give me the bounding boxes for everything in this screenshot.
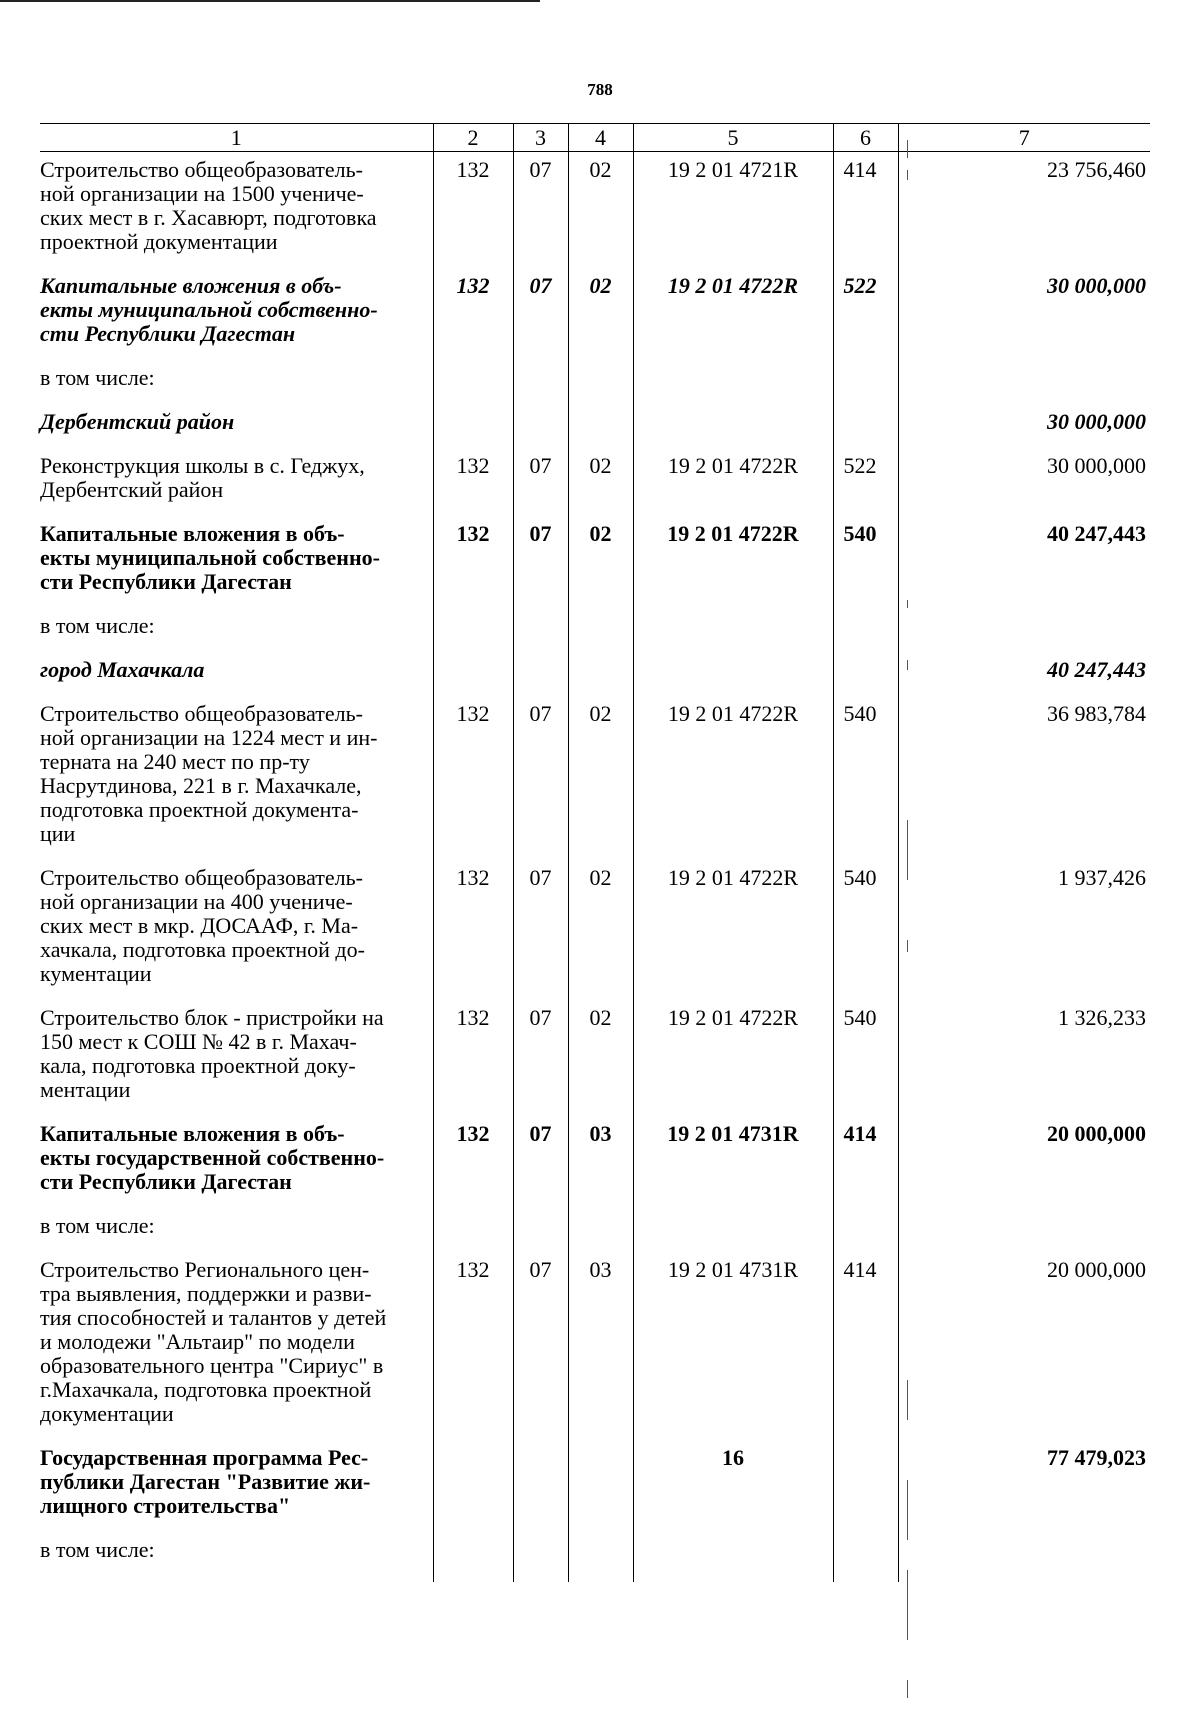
header-row [40,124,1150,152]
table-row [40,860,1150,1000]
cell-name: Строительство блок - пристройки на 150 мест к СОШ № 42 в г. Махач- кала, подготовка проектной доку- ментации [40,1005,384,1102]
cell-col5: 19 2 01 4722R [633,1000,833,1116]
cell-col7: 36 983,784 [898,696,1150,860]
cell-col3 [513,1440,568,1532]
cell-col3 [513,360,568,404]
cell-col7 [898,1208,1150,1252]
table-row [40,448,1150,516]
cell-col4 [568,1440,633,1532]
cell-col4: 02 [568,860,633,1000]
cell-col5: 19 2 01 4731R [633,1116,833,1208]
cell-col3: 07 [513,268,568,360]
header-cell-6: 6 [833,124,898,152]
cell-col2 [433,1532,513,1582]
cell-col3 [513,404,568,448]
cell-col7: 20 000,000 [898,1116,1150,1208]
cell-col4 [568,404,633,448]
cell-col6 [833,404,898,448]
cell-col2 [433,652,513,696]
header-cell-5: 5 [633,124,833,152]
cell-col3: 07 [513,152,568,269]
cell-col5: 19 2 01 4722R [633,268,833,360]
cell-col6: 414 [833,1252,898,1440]
cell-col4 [568,608,633,652]
cell-col6: 414 [833,152,898,269]
budget-table [40,123,1150,1582]
table-row [40,1208,1150,1252]
table-row [40,152,1150,269]
cell-col3: 07 [513,696,568,860]
cell-col3: 07 [513,1116,568,1208]
cell-col6: 540 [833,1000,898,1116]
cell-col5 [633,360,833,404]
cell-col4: 02 [568,268,633,360]
cell-col2 [433,360,513,404]
cell-col6 [833,1208,898,1252]
cell-name: город Махачкала [40,657,205,682]
cell-col3: 07 [513,1252,568,1440]
cell-col3: 07 [513,448,568,516]
cell-col2 [433,608,513,652]
cell-col6: 540 [833,696,898,860]
cell-col5: 16 [633,1440,833,1532]
cell-col6 [833,1532,898,1582]
table-row [40,696,1150,860]
cell-col3 [513,652,568,696]
table-body [40,152,1150,1583]
cell-col3 [513,1532,568,1582]
table-row [40,1532,1150,1582]
table-row [40,360,1150,404]
cell-name: в том числе: [40,1213,155,1238]
page-number: 788 [587,80,613,99]
cell-col2: 132 [433,1000,513,1116]
cell-name: Капитальные вложения в объ- екты муниципальной собственно- сти Республики Дагестан [40,521,380,594]
cell-name: Капитальные вложения в объ- екты муниципальной собственно- сти Республики Дагестан [40,273,378,346]
cell-col7: 40 247,443 [898,516,1150,608]
cell-col6 [833,1440,898,1532]
cell-col5 [633,404,833,448]
cell-col5 [633,652,833,696]
cell-name: Строительство общеобразователь- ной организации на 400 учениче- ских мест в мкр. ДОСААФ, г. Ма- хачкала, подготовка проектной до- кументации [40,865,365,986]
cell-col7: 23 756,460 [898,152,1150,269]
cell-col5: 19 2 01 4722R [633,860,833,1000]
cell-col6 [833,360,898,404]
cell-name: в том числе: [40,365,155,390]
cell-col4 [568,652,633,696]
cell-col6: 540 [833,516,898,608]
cell-col4: 02 [568,516,633,608]
cell-col7: 30 000,000 [898,268,1150,360]
table-row [40,608,1150,652]
cell-col6: 522 [833,448,898,516]
cell-col2: 132 [433,268,513,360]
cell-col5 [633,608,833,652]
cell-col2: 132 [433,860,513,1000]
cell-col7: 1 326,233 [898,1000,1150,1116]
cell-col3: 07 [513,860,568,1000]
cell-col5 [633,1532,833,1582]
cell-col6: 414 [833,1116,898,1208]
cell-col7: 30 000,000 [898,448,1150,516]
scan-edge-line [0,0,540,2]
cell-col6: 522 [833,268,898,360]
cell-col2: 132 [433,696,513,860]
header-cell-3: 3 [513,124,568,152]
cell-col5: 19 2 01 4731R [633,1252,833,1440]
table-row [40,1000,1150,1116]
cell-col2: 132 [433,516,513,608]
cell-col2 [433,1440,513,1532]
cell-name: Строительство общеобразователь- ной организации на 1224 мест и ин- терната на 240 мест по пр-ту Насрутдинова, 221 в г. Махачкале, подготовка проектной документа- ции [40,701,378,846]
table-header [40,124,1150,152]
cell-col3: 07 [513,516,568,608]
table-row [40,652,1150,696]
cell-col5: 19 2 01 4722R [633,516,833,608]
cell-col3 [513,1208,568,1252]
cell-col7: 77 479,023 [898,1440,1150,1532]
cell-col2: 132 [433,152,513,269]
header-cell-1: 1 [40,124,433,152]
cell-col7: 40 247,443 [898,652,1150,696]
cell-col2 [433,404,513,448]
cell-col7: 20 000,000 [898,1252,1150,1440]
cell-col4: 02 [568,448,633,516]
table-row [40,1252,1150,1440]
cell-name: Капитальные вложения в объ- екты государственной собственно- сти Республики Дагестан [40,1121,385,1194]
table-row [40,516,1150,608]
cell-col2: 132 [433,1116,513,1208]
table-row [40,404,1150,448]
cell-col3 [513,608,568,652]
cell-col4: 03 [568,1252,633,1440]
cell-col5 [633,1208,833,1252]
cell-name: Реконструкция школы в с. Геджух, Дербентский район [40,453,365,502]
cell-col6: 540 [833,860,898,1000]
cell-col7 [898,1532,1150,1582]
table-row [40,1440,1150,1532]
cell-col7 [898,360,1150,404]
cell-col4: 02 [568,696,633,860]
cell-col6 [833,608,898,652]
table-row [40,1116,1150,1208]
cell-col5: 19 2 01 4721R [633,152,833,269]
table-row [40,268,1150,360]
cell-col4 [568,1532,633,1582]
cell-col6 [833,652,898,696]
cell-name: в том числе: [40,613,155,638]
cell-name: Государственная программа Рес- публики Дагестан "Развитие жи- лищного строительства" [40,1445,371,1518]
header-cell-7: 7 [898,124,1150,152]
cell-name: в том числе: [40,1537,155,1562]
cell-col3: 07 [513,1000,568,1116]
header-cell-4: 4 [568,124,633,152]
cell-name: Строительство общеобразователь- ной организации на 1500 учениче- ских мест в г. Хасавюрт, подготовка проектной документации [40,157,377,254]
cell-col7: 1 937,426 [898,860,1150,1000]
cell-col2: 132 [433,448,513,516]
cell-col5: 19 2 01 4722R [633,448,833,516]
cell-col4: 03 [568,1116,633,1208]
cell-col2 [433,1208,513,1252]
header-cell-2: 2 [433,124,513,152]
cell-col5: 19 2 01 4722R [633,696,833,860]
cell-col7: 30 000,000 [898,404,1150,448]
cell-name: Дербентский район [40,409,235,434]
cell-col4 [568,1208,633,1252]
scan-artifacts [905,140,911,1700]
cell-col2: 132 [433,1252,513,1440]
cell-col4 [568,360,633,404]
cell-col4: 02 [568,1000,633,1116]
cell-name: Строительство Регионального цен- тра выявления, поддержки и разви- тия способностей и талантов у детей и молодежи "Альтаир" по модели образовательного центра "Сириус" в г.Махачкала, подготовка проектной документации [40,1257,387,1426]
cell-col7 [898,608,1150,652]
cell-col4: 02 [568,152,633,269]
